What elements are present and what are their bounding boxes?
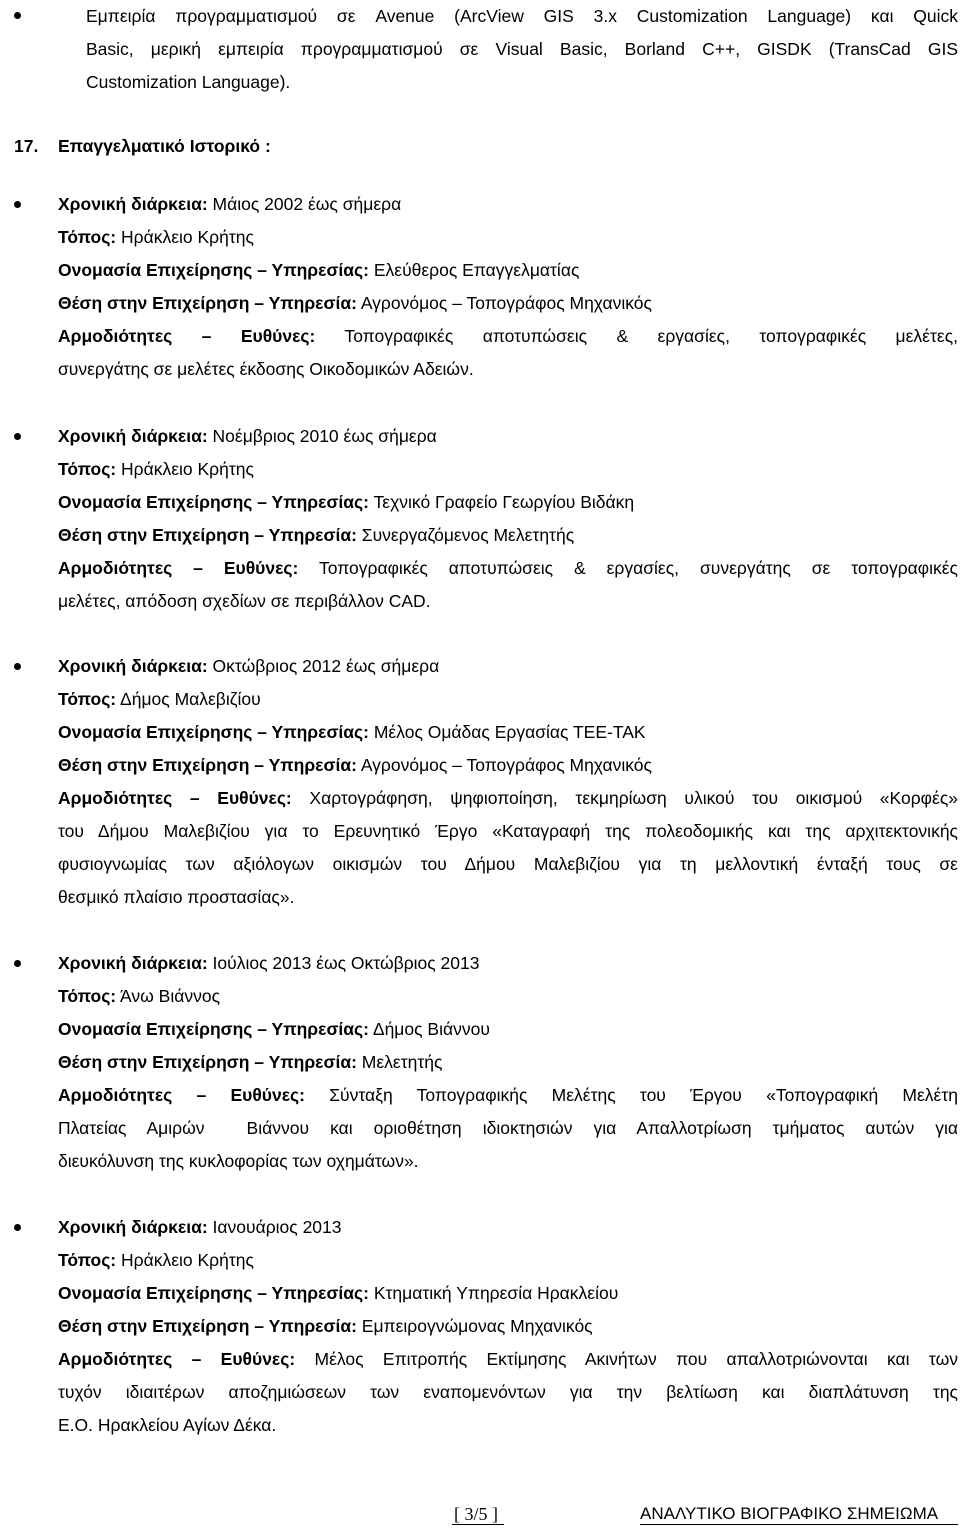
duties-label: Αρμοδιότητες – Ευθύνες: — [58, 558, 299, 578]
duration-row — [58, 947, 958, 980]
position-row — [58, 749, 958, 782]
entry-4 — [58, 947, 958, 1178]
duties-value: Τοπογραφικές αποτυπώσεις & εργασίες, συνεργάτης σε τοπογραφικές — [318, 558, 958, 578]
duration-label: Χρονική διάρκεια: — [58, 426, 208, 446]
position-row — [58, 1046, 958, 1079]
duties-continuation: τυχόν ιδιαιτέρων αποζημιώσεων των εναπομενόντων για την βελτίωση και διαπλάτυνση της — [58, 1382, 958, 1402]
duties-row — [58, 552, 958, 585]
duties-row — [58, 782, 958, 815]
footer-page-rule — [452, 1524, 504, 1525]
place-label: Τόπος: — [58, 1250, 117, 1270]
company-value: Τεχνικό Γραφείο Γεωργίου Βιδάκη — [373, 492, 635, 512]
bullet-icon — [14, 12, 21, 19]
duration-row — [58, 420, 958, 453]
place-row — [58, 221, 958, 254]
place-label: Τόπος: — [58, 227, 117, 247]
place-label: Τόπος: — [58, 986, 117, 1006]
duration-label: Χρονική διάρκεια: — [58, 656, 208, 676]
place-value: Δήμος Μαλεβιζίου — [120, 689, 261, 709]
intro-paragraph — [86, 0, 958, 99]
duration-label: Χρονική διάρκεια: — [58, 1217, 208, 1237]
duration-row — [58, 1211, 958, 1244]
duration-value: Ιανουάριος 2013 — [212, 1217, 342, 1237]
footer-page-number: [ 3/5 ] — [454, 1504, 498, 1524]
bullet-icon — [14, 1224, 21, 1231]
section-title: Επαγγελματικό Ιστορικό : — [58, 136, 271, 156]
position-value: Αγρονόμος – Τοπογράφος Μηχανικός — [360, 293, 652, 313]
entry-3 — [58, 650, 958, 914]
duties-value: Μέλος Επιτροπής Εκτίμησης Ακινήτων που απαλλοτριώνονται και των — [314, 1349, 958, 1369]
duties-value: Σύνταξη Τοπογραφικής Μελέτης του Έργου «Τοπογραφική Μελέτη — [329, 1085, 958, 1105]
duties-row — [58, 320, 958, 353]
position-value: Αγρονόμος – Τοπογράφος Μηχανικός — [360, 755, 652, 775]
place-value: Ηράκλειο Κρήτης — [121, 459, 254, 479]
entry-5 — [58, 1211, 958, 1442]
place-row — [58, 453, 958, 486]
duties-continuation: συνεργάτης σε μελέτες έκδοσης Οικοδομικών Αδειών. — [58, 359, 474, 379]
duration-label: Χρονική διάρκεια: — [58, 953, 208, 973]
entry-2 — [58, 420, 958, 618]
company-value: Μέλος Ομάδας Εργασίας ΤΕΕ-ΤΑΚ — [373, 722, 646, 742]
duties-continuation: μελέτες, απόδοση σχεδίων σε περιβάλλον CAD. — [58, 591, 431, 611]
duties-row — [58, 1343, 958, 1376]
duties-continuation: φυσιογνωμίας των αξιόλογων οικισμών του Δήμου Μαλεβιζίου για τη μελλοντική ένταξή τους σε — [58, 854, 958, 874]
intro-line: Εμπειρία προγραμματισμού σε Avenue (ArcView GIS 3.x Customization Language) και Quick — [86, 6, 958, 26]
duties-continuation: του Δήμου Μαλεβιζίου για το Ερευνητικό Έργο «Καταγραφή της πολεοδομικής και της αρχιτεκτονικής — [58, 821, 958, 841]
duties-continuation: Ε.Ο. Ηρακλείου Αγίων Δέκα. — [58, 1415, 277, 1435]
company-value: Ελεύθερος Επαγγελματίας — [373, 260, 580, 280]
entry-1 — [58, 188, 958, 386]
company-label: Ονομασία Επιχείρησης – Υπηρεσίας: — [58, 260, 369, 280]
place-row — [58, 683, 958, 716]
position-row — [58, 287, 958, 320]
intro-line: Basic, μερική εμπειρία προγραμματισμού σε Visual Basic, Borland C++, GISDK (TransCad GIS — [86, 39, 958, 59]
duration-label: Χρονική διάρκεια: — [58, 194, 208, 214]
duties-continuation: θεσμικό πλαίσιο προστασίας». — [58, 887, 295, 907]
duration-row — [58, 650, 958, 683]
place-value: Ηράκλειο Κρήτης — [121, 1250, 254, 1270]
bullet-icon — [14, 433, 21, 440]
place-label: Τόπος: — [58, 459, 117, 479]
duties-continuation: διευκόλυνση της κυκλοφορίας των οχημάτων». — [58, 1151, 419, 1171]
duration-value: Νοέμβριος 2010 έως σήμερα — [212, 426, 437, 446]
place-value: Ηράκλειο Κρήτης — [121, 227, 254, 247]
position-value: Εμπειρογνώμονας Μηχανικός — [361, 1316, 593, 1336]
company-row — [58, 1013, 958, 1046]
position-label: Θέση στην Επιχείρηση – Υπηρεσία: — [58, 1316, 357, 1336]
position-label: Θέση στην Επιχείρηση – Υπηρεσία: — [58, 293, 357, 313]
place-row — [58, 980, 958, 1013]
section-number: 17. — [14, 136, 39, 156]
intro-line: Customization Language). — [86, 72, 291, 92]
company-value: Κτηματική Υπηρεσία Ηρακλείου — [373, 1283, 619, 1303]
position-label: Θέση στην Επιχείρηση – Υπηρεσία: — [58, 1052, 357, 1072]
position-label: Θέση στην Επιχείρηση – Υπηρεσία: — [58, 755, 357, 775]
place-label: Τόπος: — [58, 689, 117, 709]
company-row — [58, 1277, 958, 1310]
duration-row — [58, 188, 958, 221]
duties-label: Αρμοδιότητες – Ευθύνες: — [58, 1349, 296, 1369]
duration-value: Μάιος 2002 έως σήμερα — [212, 194, 402, 214]
position-row — [58, 519, 958, 552]
company-label: Ονομασία Επιχείρησης – Υπηρεσίας: — [58, 492, 369, 512]
duties-value: Τοπογραφικές αποτυπώσεις & εργασίες, τοπογραφικές μελέτες, — [344, 326, 958, 346]
position-row — [58, 1310, 958, 1343]
footer-title-rule — [640, 1524, 958, 1525]
company-label: Ονομασία Επιχείρησης – Υπηρεσίας: — [58, 722, 369, 742]
place-value: Άνω Βιάννος — [120, 986, 221, 1006]
bullet-icon — [14, 960, 21, 967]
footer-document-title: ΑΝΑΛΥΤΙΚΟ ΒΙΟΓΡΑΦΙΚΟ ΣΗΜΕΙΩΜΑ — [640, 1504, 939, 1523]
duration-value: Ιούλιος 2013 έως Οκτώβριος 2013 — [212, 953, 480, 973]
company-value: Δήμος Βιάννου — [372, 1019, 490, 1039]
position-value: Μελετητής — [361, 1052, 443, 1072]
duties-continuation: Πλατείας Αμιρών Βιάννου και οριοθέτηση ιδιοκτησιών για Απαλλοτρίωση τμήματος αυτών για — [58, 1118, 958, 1138]
company-label: Ονομασία Επιχείρησης – Υπηρεσίας: — [58, 1283, 369, 1303]
company-row — [58, 716, 958, 749]
position-value: Συνεργαζόμενος Μελετητής — [361, 525, 575, 545]
duties-value: Χαρτογράφηση, ψηφιοποίηση, τεκμηρίωση υλικού του οικισμού «Κορφές» — [309, 788, 958, 808]
duties-row — [58, 1079, 958, 1112]
company-row — [58, 254, 958, 287]
company-label: Ονομασία Επιχείρησης – Υπηρεσίας: — [58, 1019, 369, 1039]
place-row — [58, 1244, 958, 1277]
bullet-icon — [14, 663, 21, 670]
duties-label: Αρμοδιότητες – Ευθύνες: — [58, 1085, 305, 1105]
position-label: Θέση στην Επιχείρηση – Υπηρεσία: — [58, 525, 357, 545]
duties-label: Αρμοδιότητες – Ευθύνες: — [58, 788, 292, 808]
duration-value: Οκτώβριος 2012 έως σήμερα — [212, 656, 440, 676]
company-row — [58, 486, 958, 519]
bullet-icon — [14, 201, 21, 208]
duties-label: Αρμοδιότητες – Ευθύνες: — [58, 326, 316, 346]
